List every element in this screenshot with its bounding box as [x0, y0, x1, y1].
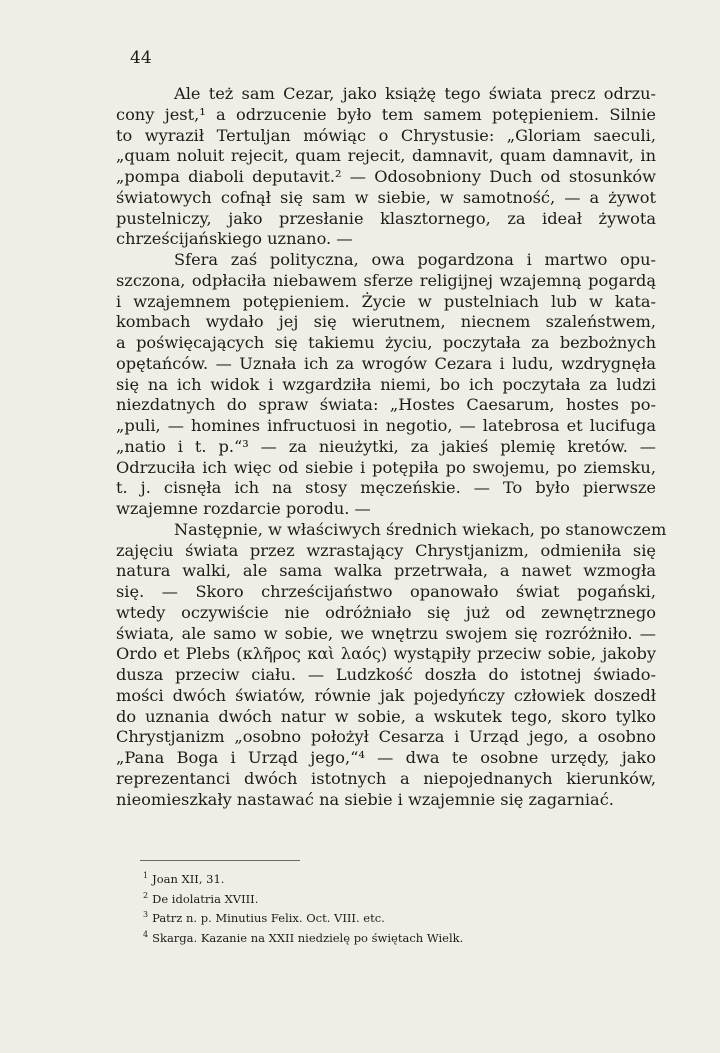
text-line: Ordo et Plebs (κλῆρος καὶ λαός) wystąpiły przeciw sobie, jakoby	[116, 644, 656, 664]
text-line: mości dwóch światów, równie jak pojedyńczy człowiek doszedł	[116, 685, 656, 705]
text-line: t. j. cisnęła ich na stosy męczeńskie. — To było pierwsze	[116, 478, 656, 498]
text-line: się. — Skoro chrześcijaństwo opanowało świat pogański,	[116, 582, 656, 601]
text-line: opętańców. — Uznała ich za wrogów Cezara i ludu, wzdrygnęła	[116, 353, 656, 373]
text-line: szczona, odpłaciła niebawem sferze religijnej wzajemną pogardą	[116, 270, 656, 290]
footnote-text: Joan XII, 31.	[152, 871, 225, 886]
text-line: światowych cofnął się sam w siebie, w samotność, — a żywot	[116, 187, 656, 207]
text-line: a poświęcających się takiemu życiu, poczytała za bezbożnych	[116, 333, 656, 352]
text-line: wtedy oczywiście nie odróżniało się już od zewnętrznego	[116, 602, 656, 622]
paragraph	[116, 84, 656, 250]
text-line: niezdatnych do spraw świata: „Hostes Caesarum, hostes po-	[116, 395, 656, 415]
paragraph	[116, 250, 656, 520]
footnote-marker: 4	[143, 929, 149, 939]
text-line: Następnie, w właściwych średnich wiekach, po stanowczem	[174, 519, 667, 539]
footnote	[143, 888, 463, 908]
footnote-divider	[140, 860, 300, 861]
footnote	[143, 868, 463, 888]
text-line: dusza przeciw ciału. — Ludzkość doszła do istotnej świado-	[116, 665, 656, 684]
text-line: Sfera zaś polityczna, owa pogardzona i martwo opu-	[174, 250, 656, 269]
text-line: to wyraził Tertuljan mówiąc o Chrystusie: „Gloriam saeculi,	[116, 125, 656, 145]
text-line: „natio i t. p.“³ — za nieużytki, za jakieś plemię kretów. —	[116, 436, 656, 456]
text-line: Ale też sam Cezar, jako książę tego świata precz odrzu-	[174, 84, 656, 103]
text-line: chrześcijańskiego uznano. —	[116, 229, 353, 249]
footnote-text: Patrz n. p. Minutius Felix. Oct. VIII. etc.	[152, 911, 385, 926]
text-line: świata, ale samo w sobie, we wnętrzu swojem się rozróżniło. —	[116, 623, 656, 643]
text-line: wzajemne rozdarcie porodu. —	[116, 499, 371, 518]
text-line: Odrzuciła ich więc od siebie i potępiła po swojemu, po ziemsku,	[116, 457, 656, 477]
footnote-text: De idolatria XVIII.	[152, 891, 259, 906]
text-line: „quam noluit rejecit, quam rejecit, damnavit, quam damnavit, in	[116, 146, 656, 166]
footnotes	[143, 868, 463, 947]
text-line: natura walki, ale sama walka przetrwała, a nawet wzmogła	[116, 561, 656, 581]
text-line: i wzajemnem potępieniem. Życie w pustelniach lub w kata-	[116, 291, 656, 311]
text-line: „Pana Boga i Urząd jego,“⁴ — dwa te osobne urzędy, jako	[116, 748, 656, 767]
text-line: do uznania dwóch natur w sobie, a wskutek tego, skoro tylko	[116, 706, 656, 726]
text-line: reprezentanci dwóch istotnych a niepojednanych kierunków,	[116, 768, 656, 788]
footnote	[143, 927, 463, 947]
footnote-marker: 3	[143, 910, 149, 920]
footnote-marker: 2	[143, 890, 149, 900]
text-line: nieomieszkały nastawać na siebie i wzajemnie się zagarniać.	[116, 789, 614, 809]
body-text	[116, 84, 667, 810]
text-line: Chrystjanizm „osobno położył Cesarza i Urząd jego, a osobno	[116, 727, 656, 747]
text-line: „puli, — homines infructuosi in negotio, — latebrosa et lucifuga	[116, 416, 656, 435]
text-line: pustelniczy, jako przesłanie klasztornego, za ideał żywota	[116, 208, 656, 228]
footnote-text: Skarga. Kazanie na XXII niedzielę po świętach Wielk.	[152, 930, 464, 945]
text-line: cony jest,¹ a odrzucenie było tem samem potępieniem. Silnie	[116, 104, 656, 124]
page-number: 44	[130, 48, 152, 68]
text-line: się na ich widok i wzgardziła niemi, bo ich poczytała za ludzi	[116, 374, 656, 394]
text-line: zajęciu świata przez wzrastający Chrystjanizm, odmieniła się	[116, 540, 656, 560]
text-line: kombach wydało jej się wierutnem, niecnem szaleństwem,	[116, 312, 656, 332]
footnote-marker: 1	[143, 871, 149, 880]
text-line: „pompa diaboli deputavit.² — Odosobniony Duch od stosunków	[116, 167, 656, 186]
paragraph	[116, 519, 667, 811]
footnote	[143, 907, 463, 927]
